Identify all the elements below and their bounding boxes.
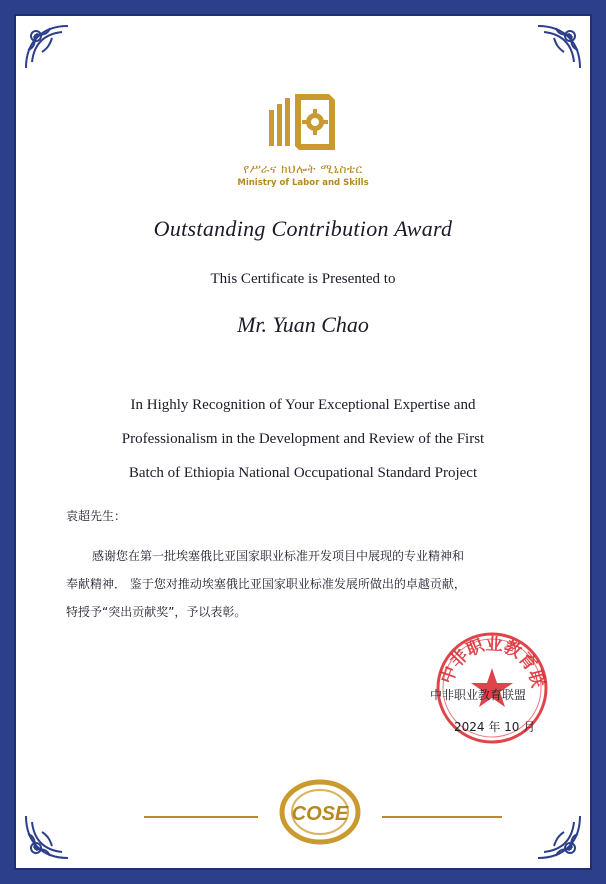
recipient-name: Mr. Yuan Chao bbox=[237, 312, 369, 337]
cose-emblem-icon bbox=[278, 776, 362, 848]
certificate-paper bbox=[14, 14, 592, 870]
citation-chinese bbox=[66, 542, 550, 626]
citation-chinese-line: 特授予“突出贡献奖”，予以表彰。 bbox=[66, 605, 247, 619]
corner-ornament-icon bbox=[534, 22, 584, 72]
salutation-chinese: 袁超先生： bbox=[66, 509, 127, 523]
ministry-logo bbox=[16, 88, 590, 188]
citation-line: In Highly Recognition of Your Exceptional Expertise and bbox=[130, 397, 476, 413]
corner-ornament-icon bbox=[22, 812, 72, 862]
cose-emblem-text: COSE bbox=[291, 803, 349, 825]
book-gear-icon bbox=[263, 88, 343, 158]
corner-ornament-icon bbox=[534, 812, 584, 862]
footer-line-right bbox=[382, 816, 502, 818]
footer-line-left bbox=[144, 816, 258, 818]
award-title: Outstanding Contribution Award bbox=[153, 216, 453, 241]
svg-text:中非职业教育联盟: 中非职业教育联 bbox=[437, 634, 548, 690]
presented-line: This Certificate is Presented to bbox=[210, 271, 396, 287]
citation-line: Batch of Ethiopia National Occupational Standard Project bbox=[128, 465, 478, 481]
issuing-organization: 中非职业教育联盟 bbox=[430, 688, 527, 702]
ministry-name-amharic: የሥራና ክህሎት ሚኒስቴር bbox=[243, 162, 363, 176]
citation-chinese-line: 奉献精神． 鉴于您对推动埃塞俄比亚国家职业标准发展所做出的卓越贡献， bbox=[66, 577, 466, 591]
citation-line: Professionalism in the Development and Review of the First bbox=[121, 431, 485, 447]
ministry-name-english: Ministry of Labor and Skills bbox=[237, 178, 369, 188]
issue-date: 2024 年 10 月 bbox=[454, 720, 536, 734]
citation-english bbox=[56, 388, 550, 490]
corner-ornament-icon bbox=[22, 22, 72, 72]
citation-chinese-line: 感谢您在第一批埃塞俄比亚国家职业标准开发项目中展现的专业精神和 bbox=[92, 549, 465, 563]
